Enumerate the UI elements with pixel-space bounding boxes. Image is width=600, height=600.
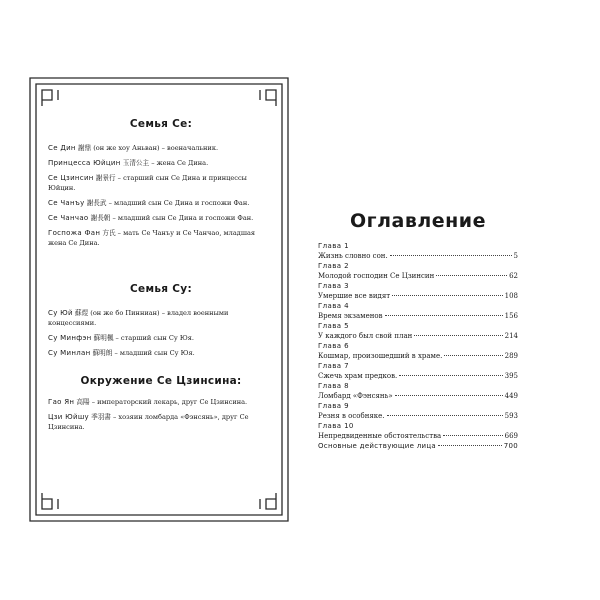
chapter-label: Глава 5 <box>318 322 349 330</box>
dot-leader <box>438 445 502 446</box>
chapter-page: 214 <box>504 332 518 340</box>
dot-leader <box>385 315 503 316</box>
character-name: Принцесса Юйцин <box>48 159 121 167</box>
character-desc: 謝長朝 – младший сын Се Дина и госпожи Фан. <box>90 214 254 222</box>
family-se-title: Семья Се: <box>129 118 193 130</box>
character-desc: 季羽書 – хозяин ломбарда «Фэнсянь», друг Се Цзинсина. <box>48 413 249 431</box>
character-entry <box>48 173 274 193</box>
character-desc: 謝長武 – младший сын Се Дина и госпожи Фан. <box>86 199 250 207</box>
final-section-page: 700 <box>503 442 518 450</box>
chapter-label: Глава 4 <box>318 302 349 310</box>
chapter-label: Глава 2 <box>318 262 349 270</box>
character-name: Се Чанчао <box>48 214 89 222</box>
dot-leader <box>392 295 503 296</box>
character-entry <box>48 308 274 328</box>
chapter-name: Непредвиденные обстоятельства <box>318 432 442 440</box>
toc-row[interactable] <box>318 331 518 341</box>
dot-leader <box>414 335 502 336</box>
dot-leader <box>399 375 502 376</box>
character-entry <box>48 397 274 407</box>
dot-leader <box>436 275 507 276</box>
chapter-name: У каждого был свой план <box>318 332 413 340</box>
dot-leader <box>387 415 503 416</box>
chapter-name: Время экзаменов <box>318 312 383 320</box>
toc-title: Оглавление <box>350 210 486 232</box>
chapter-name: Кошмар, произошедший в храме. <box>318 352 443 360</box>
character-desc: 蘇煜 (он же бо Пинниан) – владел военными концессиями. <box>48 309 229 327</box>
chapter-name: Умершие все видят <box>318 292 391 300</box>
character-list-page <box>48 118 274 437</box>
chapter-label: Глава 10 <box>318 422 354 430</box>
character-desc: 玉清公主 – жена Се Дина. <box>122 159 209 167</box>
character-entry <box>48 158 274 168</box>
character-name: Госпожа Фан <box>48 229 101 237</box>
chapter-label: Глава 8 <box>318 382 349 390</box>
toc-row[interactable] <box>318 311 518 321</box>
character-entry <box>48 198 274 208</box>
character-entry <box>48 348 274 358</box>
chapter-name: Ломбард «Фэнсянь» <box>318 392 393 400</box>
chapter-page: 5 <box>513 252 518 260</box>
character-name: Цзи Юйшу <box>48 413 89 421</box>
chapter-page: 669 <box>504 432 518 440</box>
chapter-name: Жизнь словно сон. <box>318 252 388 260</box>
chapter-label: Глава 7 <box>318 362 349 370</box>
chapter-page: 108 <box>504 292 518 300</box>
toc-row[interactable] <box>318 351 518 361</box>
character-name: Се Дин <box>48 144 76 152</box>
character-entry <box>48 228 274 248</box>
chapter-page: 156 <box>504 312 518 320</box>
dot-leader <box>395 395 503 396</box>
chapter-page: 289 <box>504 352 518 360</box>
character-entry <box>48 213 274 223</box>
toc-row[interactable] <box>318 251 518 261</box>
entourage-title: Окружение Се Цзинсина: <box>80 375 242 387</box>
toc-row[interactable] <box>318 391 518 401</box>
character-name: Су Юй <box>48 309 73 317</box>
dot-leader <box>390 255 512 256</box>
toc-row[interactable] <box>318 371 518 381</box>
family-su-title: Семья Су: <box>130 283 192 295</box>
chapter-name: Резня в особняке. <box>318 412 385 420</box>
character-desc: 蘇明朗 – младший сын Су Юя. <box>92 349 195 357</box>
character-name: Се Цзинсин <box>48 174 94 182</box>
chapter-page: 62 <box>509 272 518 280</box>
chapter-name: Сжечь храм предков. <box>318 372 398 380</box>
character-name: Се Чанъу <box>48 199 85 207</box>
character-desc: 謝景行 – старший сын Се Дина и принцессы Юйцин. <box>48 174 247 192</box>
character-entry <box>48 143 274 153</box>
dot-leader <box>444 355 502 356</box>
character-name: Гао Ян <box>48 398 75 406</box>
character-desc: 蘇明楓 – старший сын Су Юя. <box>93 334 194 342</box>
chapter-page: 395 <box>504 372 518 380</box>
toc-row-final[interactable] <box>318 441 518 451</box>
chapter-label: Глава 1 <box>318 242 349 250</box>
character-name: Су Минфэн <box>48 334 92 342</box>
chapter-label: Глава 3 <box>318 282 349 290</box>
chapter-page: 449 <box>504 392 518 400</box>
toc-row[interactable] <box>318 411 518 421</box>
chapter-name: Молодой господин Се Цзинсин <box>318 272 435 280</box>
toc-row[interactable] <box>318 431 518 441</box>
chapter-label: Глава 9 <box>318 402 349 410</box>
character-desc: 方氏 – мать Се Чанъу и Се Чанчао, младшая жена Се Дина. <box>48 229 256 247</box>
chapter-label: Глава 6 <box>318 342 349 350</box>
final-section-name: Основные действующие лица <box>318 442 437 450</box>
dot-leader <box>443 435 502 436</box>
character-entry <box>48 412 274 432</box>
character-desc: 謝鼎 (он же хоу Аньван) – военачальник. <box>77 144 219 152</box>
character-entry <box>48 333 274 343</box>
character-name: Су Минлан <box>48 349 91 357</box>
toc-row[interactable] <box>318 291 518 301</box>
table-of-contents-page <box>318 210 518 451</box>
toc-row[interactable] <box>318 271 518 281</box>
chapter-page: 593 <box>504 412 518 420</box>
character-desc: 高陽 – императорский лекарь, друг Се Цзинсина. <box>76 398 248 406</box>
